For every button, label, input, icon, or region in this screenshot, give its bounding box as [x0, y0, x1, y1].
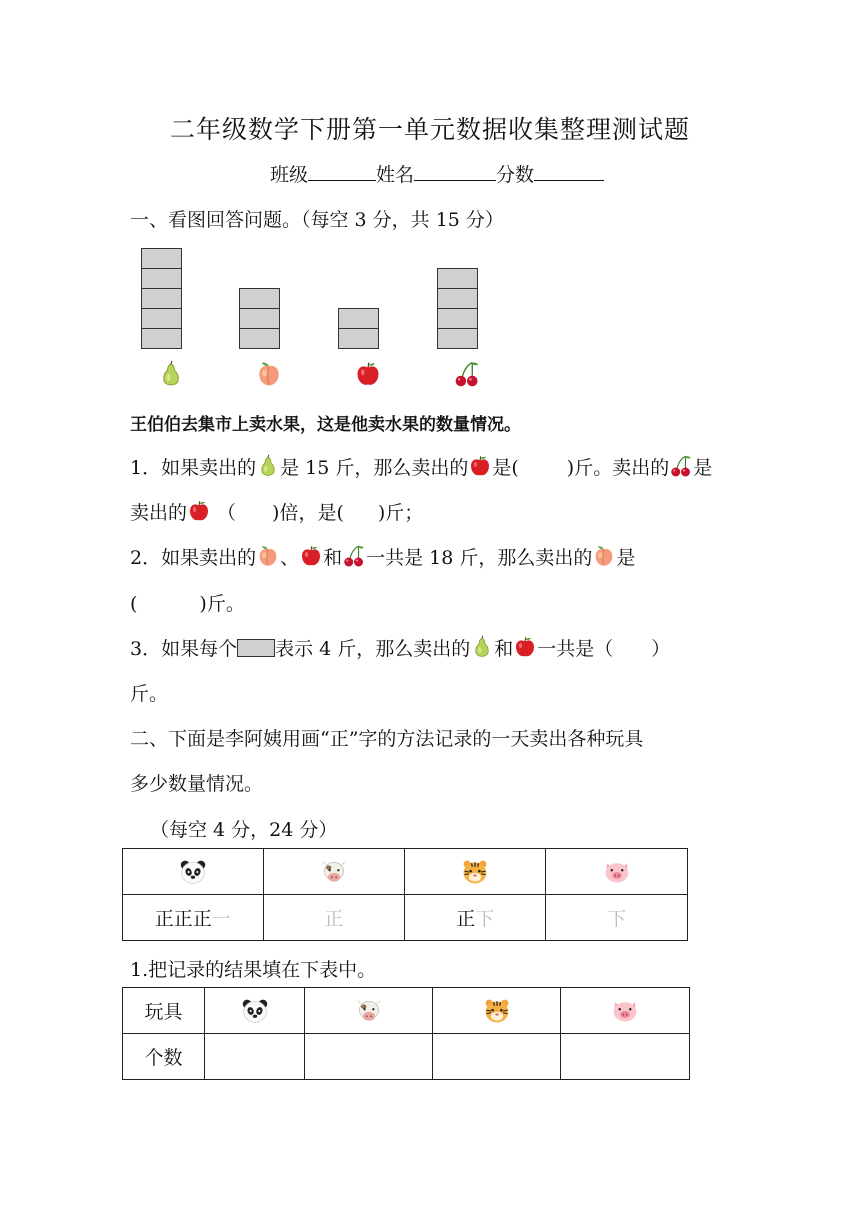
chart-box-peach: [239, 328, 280, 349]
chart-box-apple: [338, 308, 379, 329]
chart-box-pear: [141, 328, 182, 349]
unit-box-icon: [237, 639, 275, 657]
tally-header-pig: [546, 849, 688, 895]
tally-cell-cow: 正: [263, 895, 404, 941]
pear-icon: [470, 635, 494, 659]
cherry-icon: [669, 454, 693, 478]
panda-icon: [179, 858, 207, 886]
chart-box-cherry: [437, 308, 478, 329]
q2-line2: ( )斤。: [130, 593, 245, 615]
chart-box-cherry: [437, 268, 478, 289]
result-table: [122, 987, 690, 1080]
apple-icon: [187, 499, 211, 523]
q3-line2: 斤。: [130, 683, 169, 705]
apple-icon: [513, 635, 537, 659]
section2-heading-1: 二、下面是李阿姨用画“正”字的方法记录的一天卖出各种玩具: [130, 728, 644, 750]
chart-box-pear: [141, 308, 182, 329]
page-title: 二年级数学下册第一单元数据收集整理测试题: [169, 115, 690, 144]
cow-icon: [320, 858, 348, 886]
chart-box-cherry: [437, 328, 478, 349]
peach-icon: [255, 360, 283, 388]
tally-cell-tiger: 正下: [404, 895, 545, 941]
result-cell-panda[interactable]: [205, 1034, 305, 1080]
peach-icon: [256, 544, 280, 568]
tally-header-cow: [263, 849, 404, 895]
result-cell-pig[interactable]: [561, 1034, 690, 1080]
chart-box-apple: [338, 328, 379, 349]
section1-intro: 王伯伯去集市上卖水果，这是他卖水果的数量情况。: [130, 415, 521, 435]
cow-icon: [355, 997, 383, 1025]
result-row1-label: 玩具: [123, 988, 205, 1034]
chart-box-peach: [239, 308, 280, 329]
apple-icon: [354, 360, 382, 388]
student-info: [270, 160, 604, 187]
chart-box-peach: [239, 288, 280, 309]
score-blank[interactable]: [534, 162, 604, 181]
class-blank[interactable]: [308, 162, 376, 181]
tiger-icon: [461, 858, 489, 886]
result-cell-cow[interactable]: [305, 1034, 433, 1080]
chart-box-pear: [141, 288, 182, 309]
result-row2-label: 个数: [123, 1034, 205, 1080]
result-cell-tiger[interactable]: [433, 1034, 561, 1080]
tally-table: [122, 848, 688, 941]
q1-line1: 1．如果卖出的 是 15 斤，那么卖出的 是( )斤。卖出的 是: [130, 453, 712, 480]
section2-score-note: （每空 4 分，24 分）: [150, 819, 338, 841]
tally-header-panda: [123, 849, 264, 895]
fruit-bar-chart: [130, 240, 490, 390]
chart-box-pear: [141, 268, 182, 289]
result-header-panda: [205, 988, 305, 1034]
result-header-tiger: [433, 988, 561, 1034]
pear-icon: [157, 360, 185, 388]
result-header-cow: [305, 988, 433, 1034]
section2-q1: 1.把记录的结果填在下表中。: [130, 959, 377, 981]
cherry-icon: [453, 360, 481, 388]
pig-icon: [603, 858, 631, 886]
tally-header-tiger: [404, 849, 545, 895]
peach-icon: [592, 544, 616, 568]
pig-icon: [611, 997, 639, 1025]
section2-heading-2: 多少数量情况。: [130, 773, 264, 795]
q2-line1: 2．如果卖出的 、 和 一共是 18 斤，那么卖出的 是: [130, 543, 635, 570]
result-header-pig: [561, 988, 690, 1034]
tiger-icon: [483, 997, 511, 1025]
score-label: 分数: [496, 164, 535, 186]
name-label: 姓名: [376, 164, 415, 186]
panda-icon: [241, 997, 269, 1025]
apple-icon: [468, 454, 492, 478]
cherry-icon: [342, 544, 366, 568]
tally-cell-panda: 正正正一: [123, 895, 264, 941]
q3-line1: 3．如果每个 表示 4 斤，那么卖出的 和 一共是（ ）: [130, 634, 670, 661]
section1-heading: 一、看图回答问题。（每空 3 分，共 15 分）: [130, 209, 504, 231]
chart-box-pear: [141, 248, 182, 269]
tally-cell-pig: 下: [546, 895, 688, 941]
q1-line2: 卖出的 （ )倍，是( )斤；: [130, 498, 423, 525]
pear-icon: [256, 454, 280, 478]
class-label: 班级: [270, 164, 309, 186]
chart-box-cherry: [437, 288, 478, 309]
apple-icon: [299, 544, 323, 568]
name-blank[interactable]: [414, 162, 496, 181]
